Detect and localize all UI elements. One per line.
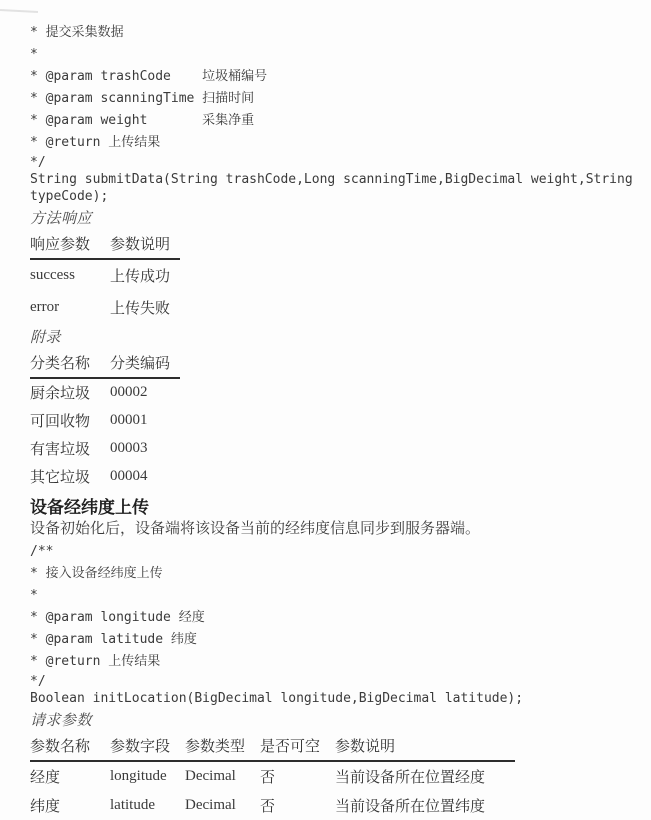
request-params-table [30, 733, 515, 820]
javadoc-comment-submit-data [30, 22, 617, 171]
code-line: Boolean initLocation(BigDecimal longitude,BigDecimal latitude); [30, 691, 524, 706]
table-header-cell: 分类名称 [30, 350, 110, 378]
code-line: * @param weight 采集净重 [30, 113, 255, 128]
method-signature-init-location [30, 690, 617, 707]
response-table-body [30, 259, 180, 324]
table-cell: longitude [110, 768, 167, 784]
table-header-cell: 参数类型 [185, 733, 260, 761]
code-line: * @return 上传结果 [30, 135, 161, 150]
table-header-cell: 参数字段 [110, 733, 185, 761]
code-line: * 接入设备经纬度上传 [30, 566, 163, 581]
request-params-table-head [30, 733, 515, 761]
table-header-row [30, 231, 180, 259]
code-line: /** [30, 544, 54, 559]
table-header-cell: 分类编码 [110, 350, 180, 378]
table-header-row [30, 733, 515, 761]
method-signature-submit-data [30, 171, 633, 205]
appendix-table-body [30, 378, 180, 491]
table-cell: 00004 [110, 468, 148, 484]
table-row [30, 292, 180, 324]
code-line: */ [30, 674, 46, 689]
table-header-cell: 参数名称 [30, 733, 110, 761]
table-row [30, 378, 180, 407]
code-line: * @param trashCode 垃圾桶编号 [30, 69, 268, 84]
table-cell: Decimal [185, 797, 236, 813]
table-cell: latitude [110, 797, 155, 813]
table-cell: error [30, 299, 60, 315]
table-cell: 有害垃圾 [30, 441, 91, 458]
heading-method-response: 方法响应 [30, 210, 93, 227]
table-header-row [30, 350, 180, 378]
table-row [30, 791, 515, 820]
table-cell: 经度 [30, 769, 61, 786]
table-cell: 00003 [110, 440, 148, 456]
code-line: * @param longitude 经度 [30, 610, 205, 625]
table-row [30, 463, 180, 491]
table-cell: 00002 [110, 384, 148, 400]
table-cell: 上传成功 [110, 268, 171, 285]
table-cell: 当前设备所在位置经度 [335, 769, 486, 786]
javadoc-comment-init-location [30, 541, 617, 690]
table-cell: 纬度 [30, 798, 61, 815]
table-header-cell: 是否可空 [260, 733, 335, 761]
code-line: * [30, 47, 38, 62]
code-line: * @param scanningTime 扫描时间 [30, 91, 255, 106]
table-cell: 可回收物 [30, 413, 91, 430]
code-line: * 提交采集数据 [30, 25, 124, 40]
table-row [30, 435, 180, 463]
table-row [30, 407, 180, 435]
section-description-device-location: 设备初始化后，设备端将该设备当前的经纬度信息同步到服务器端。 [30, 520, 481, 537]
table-cell: 上传失败 [110, 300, 171, 317]
table-header-cell: 参数说明 [335, 733, 515, 761]
table-cell: 当前设备所在位置纬度 [335, 798, 486, 815]
heading-appendix: 附录 [30, 329, 62, 346]
table-header-cell: 响应参数 [30, 231, 110, 259]
table-cell: 其它垃圾 [30, 469, 91, 486]
table-cell: success [30, 267, 75, 283]
code-line: * [30, 588, 38, 603]
code-line: * @return 上传结果 [30, 654, 161, 669]
response-table-head [30, 231, 180, 259]
code-line: * @param latitude 纬度 [30, 632, 197, 647]
response-table [30, 231, 180, 324]
section-title-device-location-upload: 设备经纬度上传 [30, 498, 149, 517]
appendix-table-head [30, 350, 180, 378]
code-line: typeCode); [30, 189, 109, 204]
code-line: */ [30, 155, 46, 170]
table-cell: Decimal [185, 768, 236, 784]
scan-artifact [0, 9, 38, 13]
request-params-table-body [30, 761, 515, 820]
code-line: String submitData(String trashCode,Long scanningTime,BigDecimal weight,String [30, 172, 633, 187]
table-row [30, 761, 515, 791]
appendix-table [30, 350, 180, 491]
table-cell: 否 [260, 798, 276, 815]
table-header-cell: 参数说明 [110, 231, 180, 259]
table-cell: 否 [260, 769, 276, 786]
table-cell: 厨余垃圾 [30, 385, 91, 402]
heading-request-params: 请求参数 [30, 712, 93, 729]
table-row [30, 259, 180, 292]
table-cell: 00001 [110, 412, 148, 428]
